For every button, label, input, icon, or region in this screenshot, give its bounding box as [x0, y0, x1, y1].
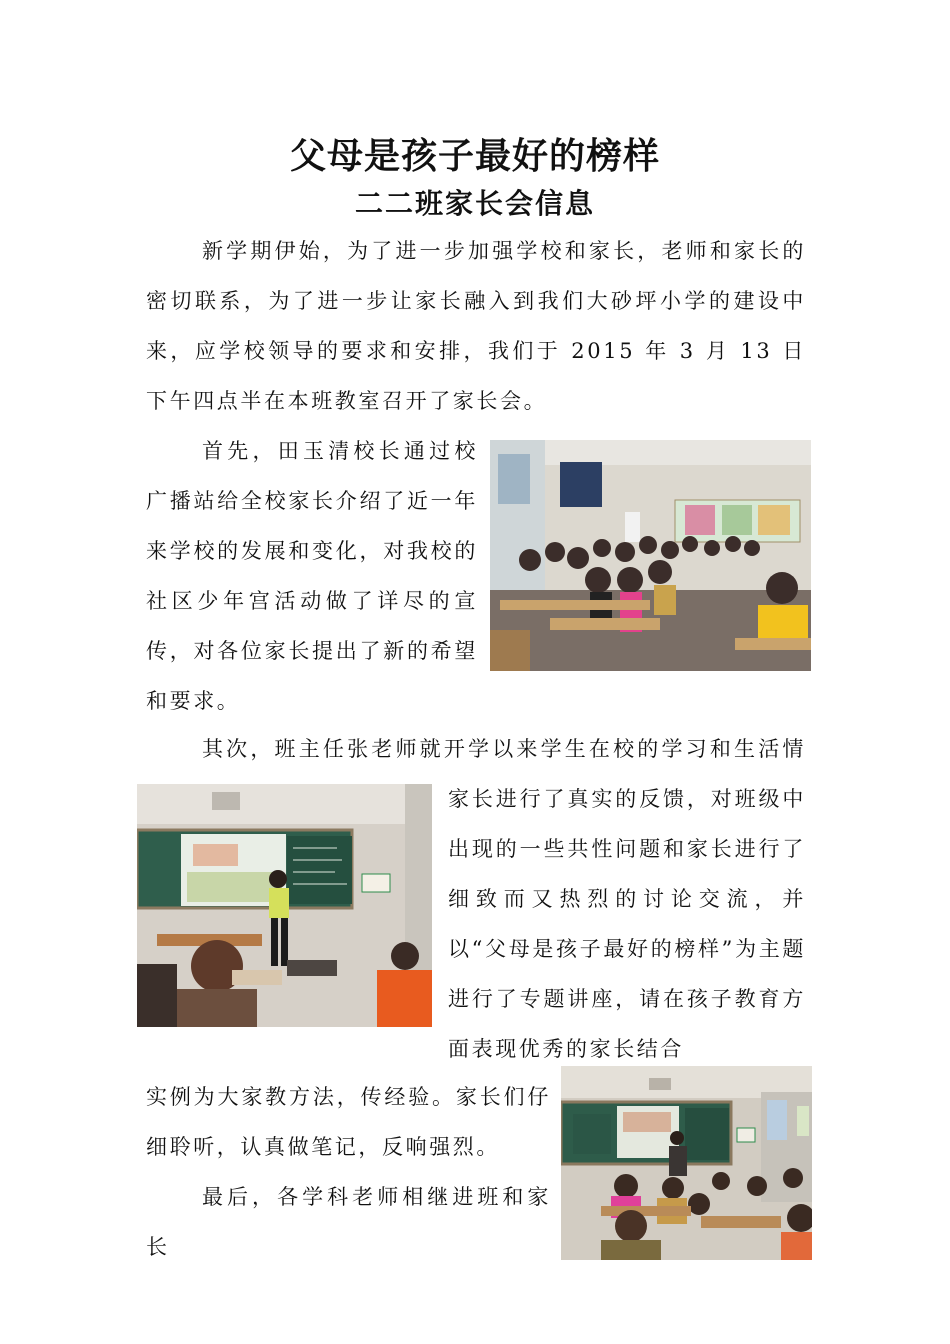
teacher-lecture-photo	[137, 784, 432, 1027]
paragraph-parent-examples: 实例为大家教方法，传经验。家长们仔细聆听，认真做笔记，反响强烈。	[146, 1085, 551, 1159]
page-title: 父母是孩子最好的榜样	[289, 135, 660, 177]
paragraph-intro: 新学期伊始，为了进一步加强学校和家长，老师和家长的密切联系，为了进一步让家长融入到我们大砂坪小学的建设中来，应学校领导的要求和安排，我们于 2015 年 3 月 13 日下午四点半在本班教室召开了家长会。	[146, 239, 806, 413]
page-subtitle: 二二班家长会信息	[354, 187, 595, 220]
classroom-parents-photo	[490, 440, 811, 671]
parents-listening-photo	[561, 1066, 812, 1260]
paragraph-principal: 首先，田玉清校长通过校广播站给全校家长介绍了近一年来学校的发展和变化，对我校的社区少年宫活动做了详尽的宣传，对各位家长提出了新的希望和要求。	[146, 439, 478, 713]
paragraph-teacher-feedback: 家长进行了真实的反馈，对班级中出现的一些共性问题和家长进行了细致而又热烈的讨论交流，并以“父母是孩子最好的榜样”为主题进行了专题讲座，请在孩子教育方面表现优秀的家长结合	[448, 787, 806, 1061]
paragraph-subject-teachers: 最后，各学科老师相继进班和家长	[146, 1185, 551, 1259]
paragraph-teacher-intro: 其次，班主任张老师就开学以来学生在校的学习和生活情	[202, 737, 806, 761]
